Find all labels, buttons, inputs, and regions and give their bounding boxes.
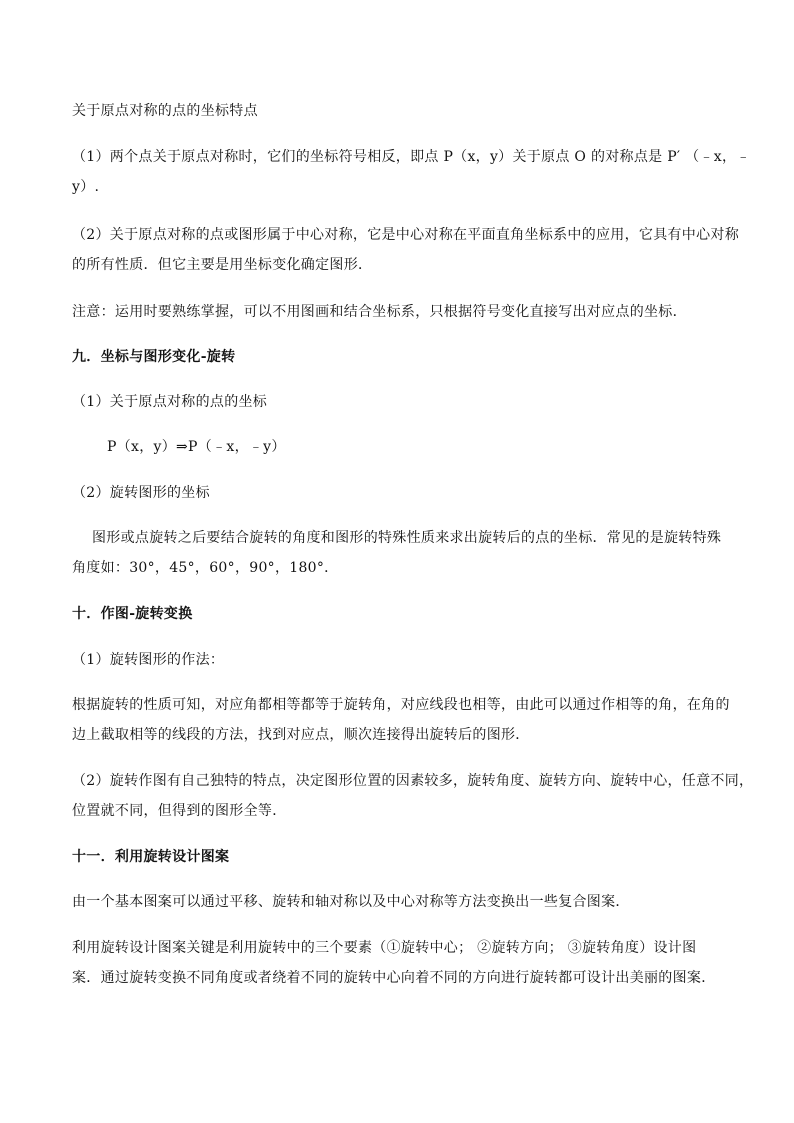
paragraph-2-line-2: 的所有性质．但它主要是用坐标变化确定图形． [72, 257, 373, 273]
section-10-item-2-line-1: （2）旋转作图有自己独特的特点，决定图形位置的因素较多，旋转角度、旋转方向、旋转中心，任意不同， [72, 773, 754, 789]
section-10-paragraph-line-2: 边上截取相等的线段的方法，找到对应点，顺次连接得出旋转后的图形． [72, 727, 530, 743]
paragraph-1-line-2: y）. [72, 179, 100, 195]
section-10-paragraph-line-1: 根据旋转的性质可知，对应角都相等都等于旋转角，对应线段也相等，由此可以通过作相等的角，在角的 [72, 697, 730, 713]
section-9-formula: P（x，y）⇒P（﹣x，﹣y） [107, 439, 286, 455]
paragraph-1-line-1: （1）两个点关于原点对称时，它们的坐标符号相反，即点 P（x，y）关于原点 O 的对称点是 P′ （﹣x，﹣ [72, 149, 751, 165]
section-9-paragraph-line-2: 角度如：30°，45°，60°，90°，180°． [72, 560, 339, 576]
note-paragraph: 注意：运用时要熟练掌握，可以不用图画和结合坐标系，只根据符号变化直接写出对应点的坐标． [72, 304, 687, 320]
section-11-paragraph-2-line-1: 利用旋转设计图案关键是利用旋转中的三个要素（①旋转中心； ②旋转方向； ③旋转角度）设计图 [72, 940, 697, 956]
section-11-paragraph-2-line-2: 案．通过旋转变换不同角度或者绕着不同的旋转中心向着不同的方向进行旋转都可设计出美丽的图案． [72, 970, 716, 986]
section-9-paragraph-line-1: 图形或点旋转之后要结合旋转的角度和图形的特殊性质来求出旋转后的点的坐标．常见的是旋转特殊 [92, 530, 722, 546]
section-10-item-2-line-2: 位置就不同，但得到的图形全等． [72, 803, 287, 819]
section-9-item-2: （2）旋转图形的坐标 [72, 485, 210, 501]
section-9-item-1: （1）关于原点对称的点的坐标 [72, 394, 268, 410]
section-11-paragraph-1: 由一个基本图案可以通过平移、旋转和轴对称以及中心对称等方法变换出一些复合图案． [72, 894, 630, 910]
section-10-item-1: （1）旋转图形的作法： [72, 652, 225, 668]
paragraph-2-line-1: （2）关于原点对称的点或图形属于中心对称，它是中心对称在平面直角坐标系中的应用，它具有中心对称 [72, 227, 740, 243]
section-title-origin-symmetry: 关于原点对称的点的坐标特点 [72, 103, 258, 119]
section-heading-11: 十一．利用旋转设计图案 [72, 849, 230, 865]
section-heading-10: 十．作图-旋转变换 [72, 606, 193, 622]
section-heading-9: 九．坐标与图形变化-旋转 [72, 349, 236, 365]
